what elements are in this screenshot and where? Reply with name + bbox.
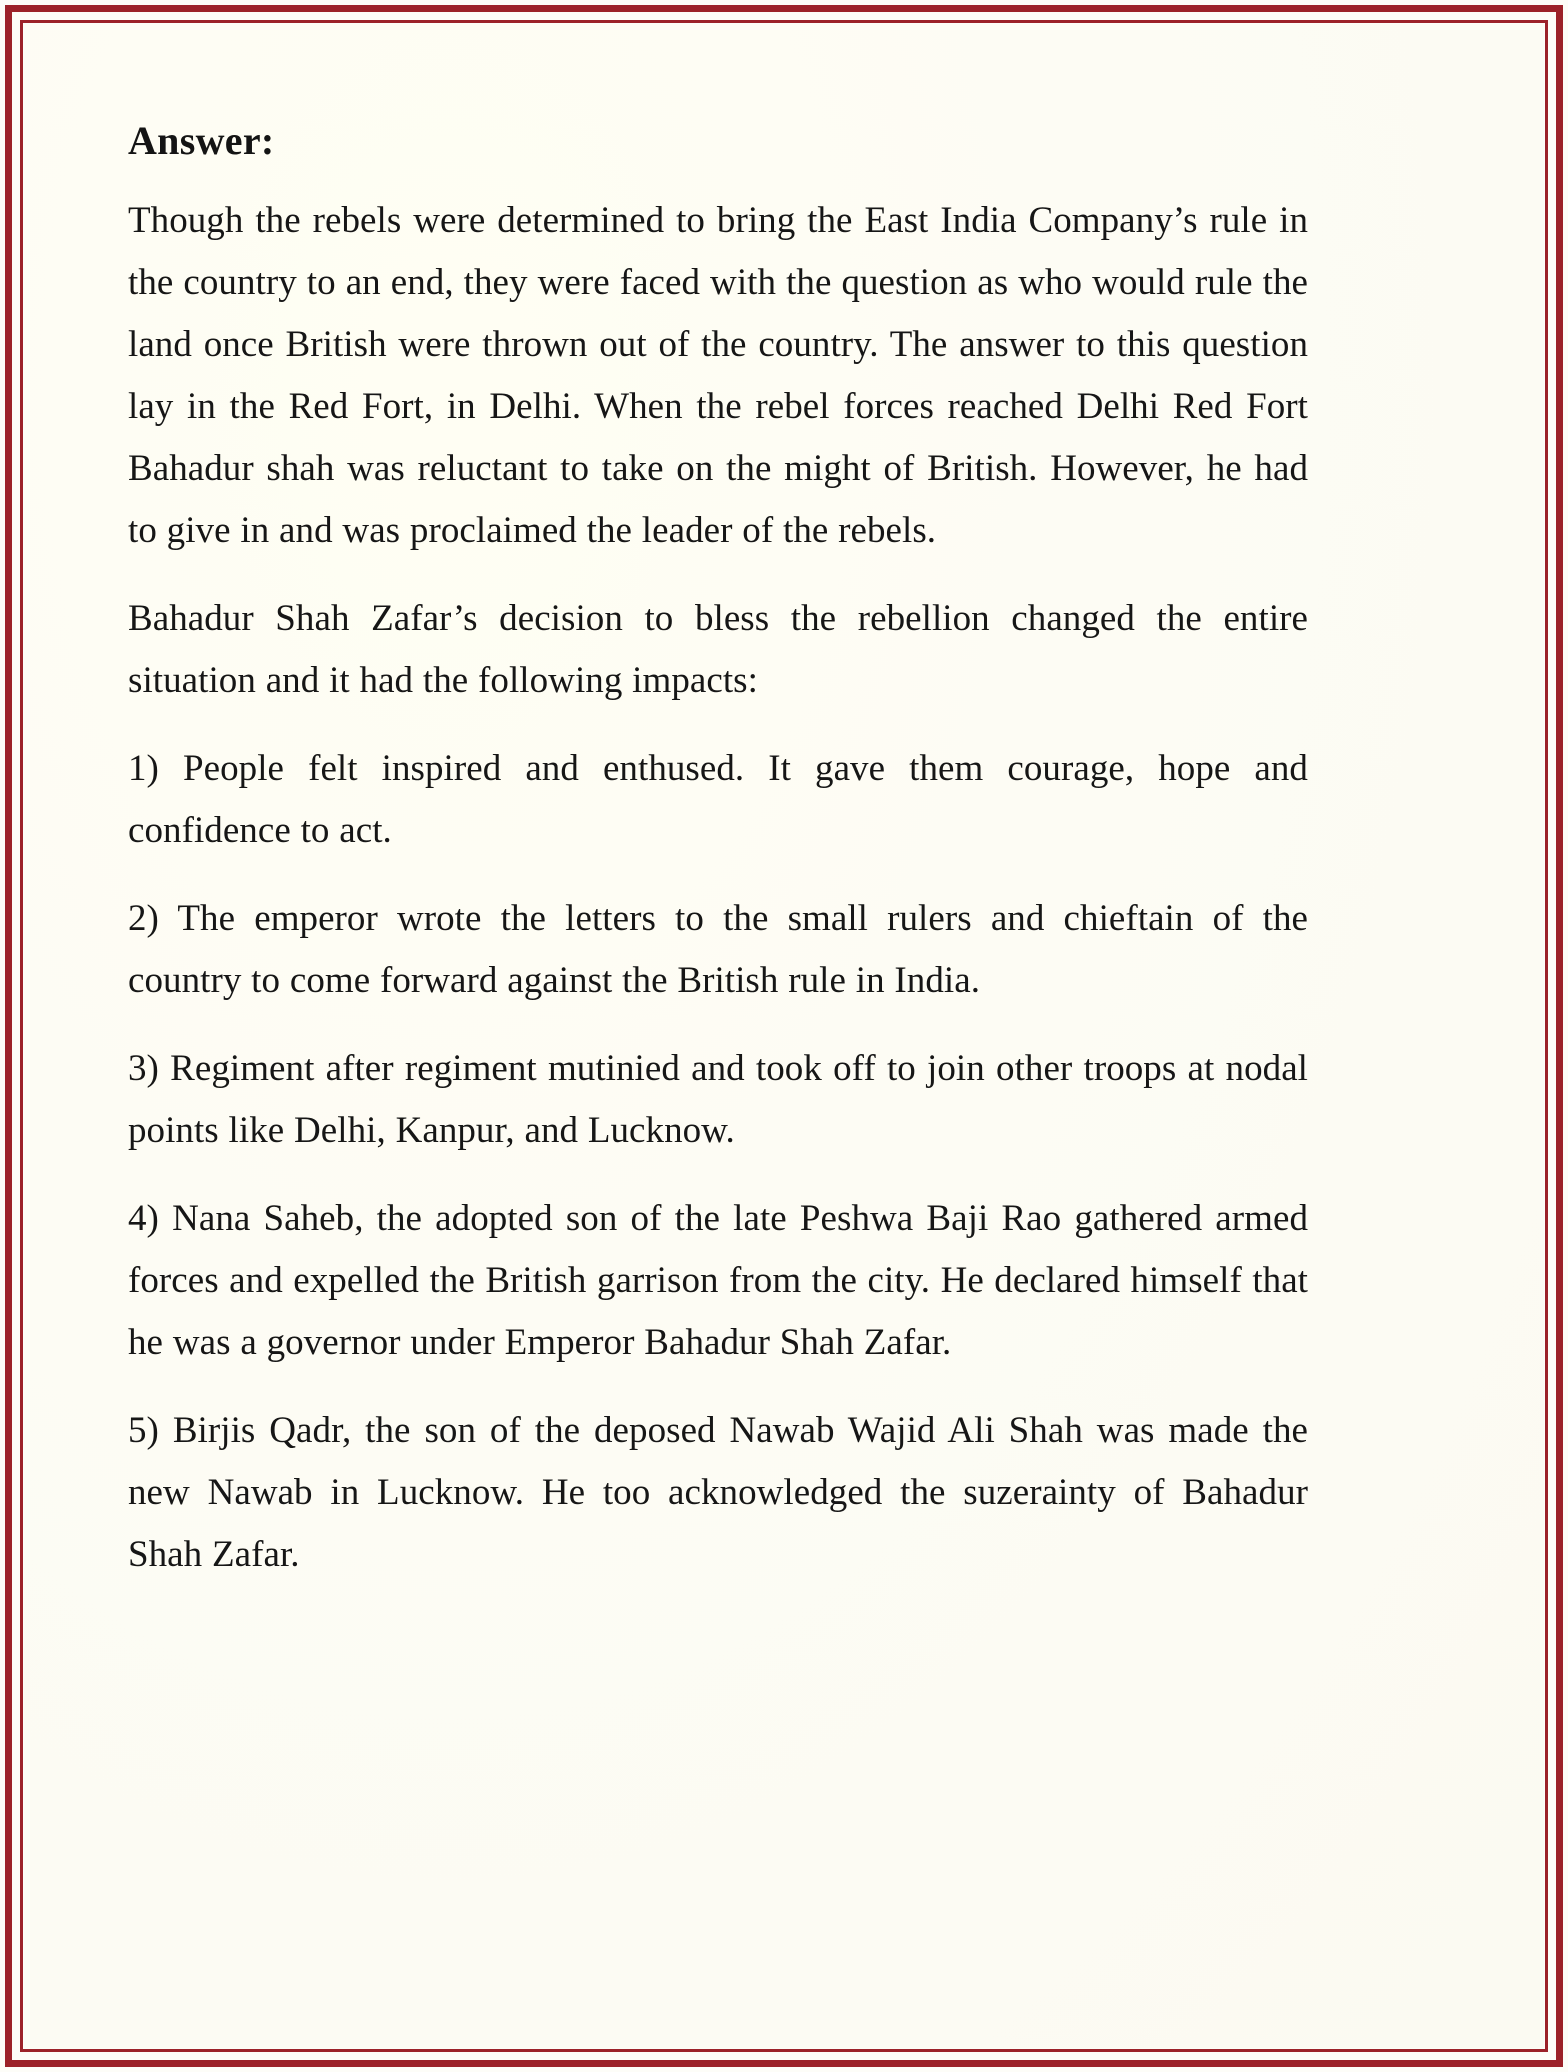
document-content — [128, 118, 1308, 1612]
paragraph-impacts-lead: Bahadur Shah Zafar’s decision to bless the rebellion changed the entire situation and it had the following impacts: — [128, 598, 1308, 701]
list-item-5: 5) Birjis Qadr, the son of the deposed Nawab Wajid Ali Shah was made the new Nawab in Lucknow. He too acknowledged the suzerainty of Bahadur Shah Zafar. — [128, 1410, 1308, 1575]
paragraph-intro: Though the rebels were determined to bring the East India Company’s rule in the country to an end, they were faced with the question as who would rule the land once British were thrown out of the country. The answer to this question lay in the Red Fort, in Delhi. When the rebel forces reached Delhi Red Fort Bahadur shah was reluctant to take on the might of British. However, he had to give in and was proclaimed the leader of the rebels. — [128, 200, 1308, 551]
list-item-4: 4) Nana Saheb, the adopted son of the late Peshwa Baji Rao gathered armed forces and expelled the British garrison from the city. He declared himself that he was a governor under Emperor Bahadur Shah Zafar. — [128, 1198, 1308, 1363]
list-item-1: 1) People felt inspired and enthused. It gave them courage, hope and confidence to act. — [128, 748, 1308, 851]
list-item-3: 3) Regiment after regiment mutinied and took off to join other troops at nodal points like Delhi, Kanpur, and Lucknow. — [128, 1048, 1308, 1151]
list-item-2: 2) The emperor wrote the letters to the small rulers and chieftain of the country to come forward against the British rule in India. — [128, 898, 1308, 1001]
answer-heading: Answer: — [128, 118, 275, 163]
